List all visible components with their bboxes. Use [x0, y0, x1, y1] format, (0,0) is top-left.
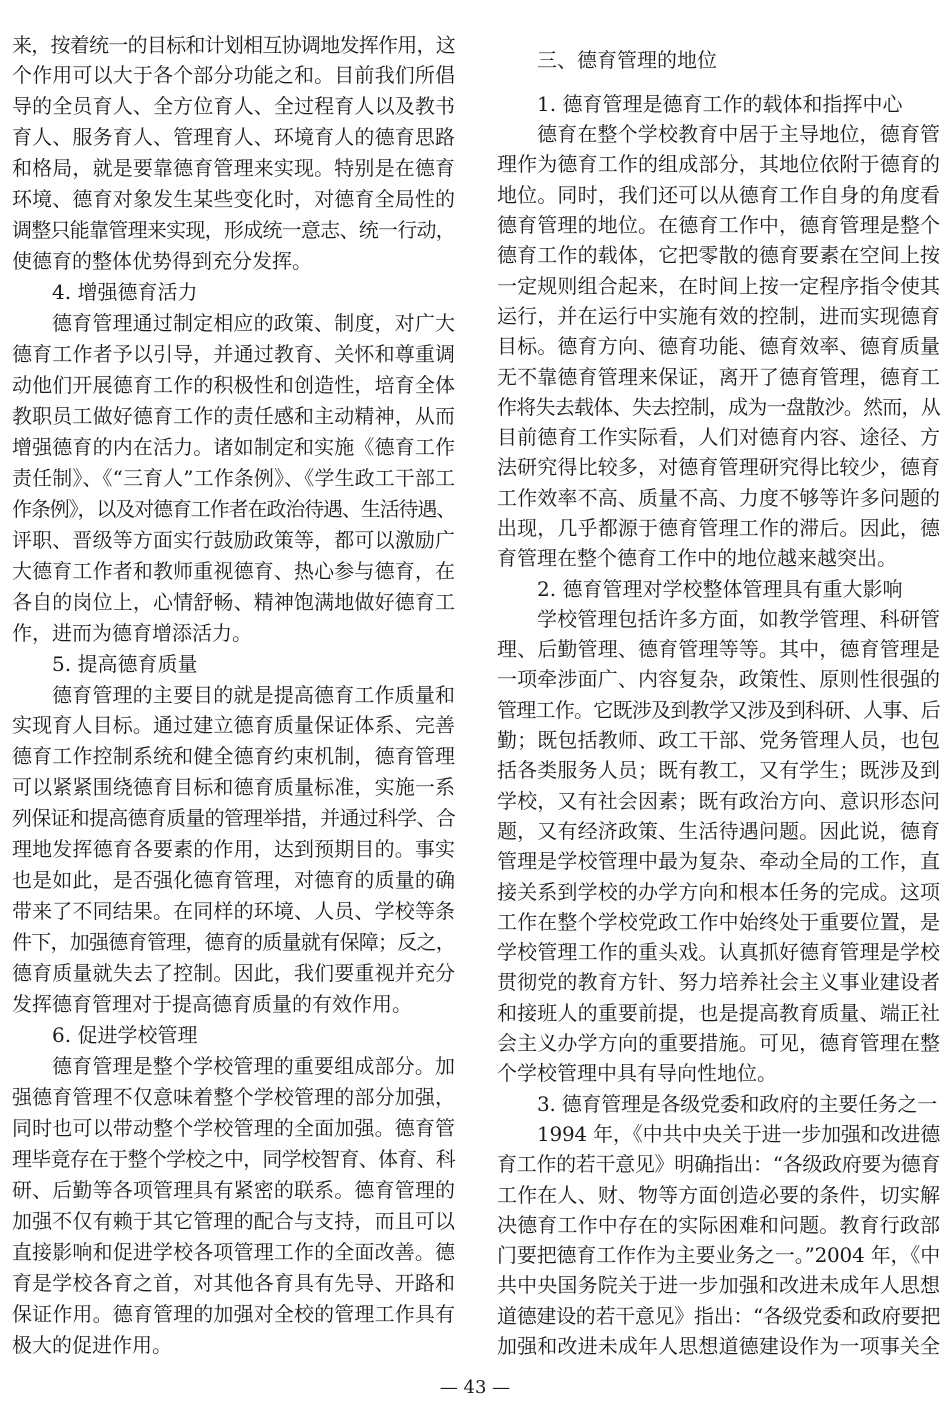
- text-line: 出现，几乎都源于德育管理工作的滞后。因此，德: [497, 516, 940, 540]
- text-line: 德育管理的地位。在德育工作中，德育管理是整个: [497, 213, 940, 238]
- paragraph: [12, 308, 455, 648]
- text-line: 育管理在整个德育工作中的地位越来越突出。: [497, 546, 897, 571]
- text-line: 德育管理的主要目的就是提高德育工作质量和: [52, 682, 455, 707]
- text-line: 调整只能靠管理来实现，形成统一意志、统一行动，: [12, 218, 455, 243]
- text-line: 个作用可以大于各个部分功能之和。目前我们所倡: [12, 63, 455, 88]
- text-line: 使德育的整体优势得到充分发挥。: [12, 249, 312, 274]
- text-line: 责任制》、《“三育人”工作条例》、《学生政工干部工: [12, 465, 455, 490]
- text-line: 带来了不同结果。在同样的环境、人员、学校等条: [12, 899, 455, 924]
- subsection-3: [497, 1089, 940, 1362]
- text-line: 增强德育的内在活力。诸如制定和实施《德育工作: [12, 434, 455, 459]
- text-line: 来，按着统一的目标和计划相互协调地发挥作用，这: [12, 32, 455, 57]
- text-line: 加强和改进未成年人思想道德建设作为一项事关全: [497, 1334, 940, 1359]
- section-heading: 2. 德育管理对学校整体管理具有重大影响: [537, 576, 903, 601]
- text-line: 共中央国务院关于进一步加强和改进未成年人思想: [497, 1273, 940, 1298]
- text-line: 理、后勤管理、德育管理等等。其中，德育管理是: [497, 637, 940, 662]
- section-6: [12, 1020, 455, 1360]
- text-line: 德育工作的载体，它把零散的德育要素在空间上按: [497, 243, 940, 268]
- section-heading: 1. 德育管理是德育工作的载体和指挥中心: [537, 91, 903, 116]
- text-line: 地位。同时，我们还可以从德育工作自身的角度看: [497, 182, 940, 207]
- text-line: 德育质量就失去了控制。因此，我们要重视并充分: [12, 961, 455, 986]
- right-column: [497, 45, 940, 1361]
- text-line: 极大的促进作用。: [12, 1332, 172, 1357]
- paragraph: [497, 1119, 940, 1361]
- text-line: 导的全员育人、全方位育人、全过程育人以及教书: [12, 94, 455, 119]
- text-line: 德育工作控制系统和健全德育约束机制，德育管理: [12, 744, 455, 769]
- text-line: 1994 年，《中共中央关于进一步加强和改进德: [537, 1121, 940, 1146]
- text-line: 育人、服务育人、管理育人、环境育人的德育思路: [12, 125, 455, 150]
- text-line: 目前德育工作实际看，人们对德育内容、途径、方: [497, 425, 940, 450]
- text-line: 评职、晋级等方面实行鼓励政策等，都可以激励广: [12, 527, 455, 552]
- text-line: 工作效率不高、质量不高、力度不够等许多问题的: [497, 485, 940, 510]
- text-line: 工作在人、财、物等方面创造必要的条件，切实解: [497, 1182, 940, 1207]
- text-line: 理毕竟存在于整个学校之中，同学校智育、体育、科: [12, 1146, 455, 1171]
- text-line: 个学校管理中具有导向性地位。: [497, 1061, 777, 1086]
- text-line: 运行，并在运行中实施有效的控制，进而实现德育: [497, 303, 940, 328]
- text-line: 环境、德育对象发生某些变化时，对德育全局性的: [12, 187, 455, 212]
- text-line: 动他们开展德育工作的积极性和创造性，培育全体: [12, 372, 455, 397]
- text-line: 管理是学校管理中最为复杂、牵动全局的工作，直: [497, 849, 940, 874]
- paragraph: [497, 119, 940, 573]
- paragraph: [12, 1051, 455, 1361]
- text-line: 和格局，就是要靠德育管理来实现。特别是在德育: [12, 156, 455, 181]
- text-line: 贯彻党的教育方针、努力培养社会主义事业建设者: [497, 970, 940, 995]
- section-heading: 4. 增强德育活力: [52, 280, 198, 305]
- text-line: 件下，加强德育管理，德育的质量就有保障；反之，: [12, 930, 455, 955]
- text-line: 管理工作。它既涉及到教学又涉及到科研、人事、后: [497, 697, 940, 722]
- text-line: 会主义办学方向的重要措施。可见，德育管理在整: [497, 1031, 940, 1056]
- text-line: 作，进而为德育增添活力。: [12, 620, 252, 645]
- text-line: 德育工作者予以引导，并通过教育、关怀和尊重调: [12, 342, 455, 367]
- text-line: 门要把德育工作作为主要业务之一。”2004 年，《中: [497, 1243, 940, 1268]
- section-heading: 5. 提高德育质量: [52, 651, 198, 676]
- text-line: 目标。德育方向、德育功能、德育效率、德育质量: [497, 334, 940, 359]
- text-line: 保证作用。德育管理的加强对全校的管理工作具有: [12, 1301, 455, 1326]
- text-line: 德育管理是整个学校管理的重要组成部分。加: [52, 1053, 455, 1078]
- text-line: 强德育管理不仅意味着整个学校管理的部分加强，: [12, 1084, 455, 1109]
- text-line: 德育在整个学校教育中居于主导地位，德育管: [537, 122, 940, 147]
- paragraph: [497, 604, 940, 1089]
- text-line: 法研究得比较多，对德育管理研究得比较少，德育: [497, 455, 940, 480]
- text-line: 列保证和提高德育质量的管理举措，并通过科学、合: [12, 806, 455, 831]
- text-line: 德育管理通过制定相应的政策、制度，对广大: [52, 311, 455, 336]
- text-line: 一项牵涉面广、内容复杂，政策性、原则性很强的: [497, 667, 940, 692]
- text-line: 发挥德育管理对于提高德育质量的有效作用。: [12, 992, 412, 1017]
- left-column: [12, 30, 455, 1361]
- text-line: 育是学校各育之首，对其他各育具有先导、开路和: [12, 1270, 455, 1295]
- page-number: — 43 —: [439, 1377, 511, 1398]
- text-line: 研、后勤等各项管理具有紧密的联系。德育管理的: [12, 1177, 455, 1202]
- text-line: 育工作的若干意见》明确指出：“各级政府要为德育: [497, 1152, 940, 1177]
- text-line: 勤；既包括教师、政工干部、党务管理人员，也包: [497, 728, 940, 753]
- text-line: 加强不仅有赖于其它管理的配合与支持，而且可以: [12, 1208, 455, 1233]
- chapter-section-title: 三、德育管理的地位: [537, 48, 717, 72]
- section-heading: 3. 德育管理是各级党委和政府的主要任务之一: [537, 1091, 937, 1116]
- text-line: 题，又有经济政策、生活待遇问题。因此说，德育: [497, 818, 940, 843]
- text-line: 和接班人的重要前提，也是提高教育质量、端正社: [497, 1000, 940, 1025]
- text-line: 理作为德育工作的组成部分，其地位依附于德育的: [497, 152, 940, 177]
- text-line: 学校管理包括许多方面，如教学管理、科研管: [537, 606, 940, 631]
- text-line: 作将失去载体、失去控制，成为一盘散沙。然而，从: [497, 394, 940, 419]
- text-line: 无不靠德育管理来保证，离开了德育管理，德育工: [497, 364, 940, 389]
- text-line: 教职员工做好德育工作的责任感和主动精神，从而: [12, 403, 455, 428]
- text-line: 同时也可以带动整个学校管理的全面加强。德育管: [12, 1115, 455, 1140]
- text-line: 也是如此，是否强化德育管理，对德育的质量的确: [12, 868, 455, 893]
- text-line: 大德育工作者和教师重视德育、热心参与德育，在: [12, 558, 455, 583]
- section-heading: 6. 促进学校管理: [52, 1023, 198, 1047]
- text-line: 理地发挥德育各要素的作用，达到预期目的。事实: [12, 837, 455, 862]
- paragraph: [12, 30, 455, 278]
- text-line: 可以紧紧围绕德育目标和德育质量标准，实施一系: [12, 775, 455, 800]
- paragraph: [12, 680, 455, 1020]
- text-line: 道德建设的若干意见》指出：“各级党委和政府要把: [497, 1303, 940, 1328]
- text-line: 接关系到学校的办学方向和根本任务的完成。这项: [497, 879, 940, 904]
- text-line: 作条例》，以及对德育工作者在政治待遇、生活待遇、: [12, 496, 455, 521]
- subsection-2: [497, 574, 940, 1089]
- text-line: 括各类服务人员；既有教工，又有学生；既涉及到: [497, 758, 940, 783]
- text-line: 直接影响和促进学校各项管理工作的全面改善。德: [12, 1239, 455, 1264]
- text-line: 一定规则组合起来，在时间上按一定程序指令使其: [497, 273, 940, 298]
- text-line: 学校管理工作的重头戏。认真抓好德育管理是学校: [497, 940, 940, 965]
- text-line: 实现育人目标。通过建立德育质量保证体系、完善: [12, 713, 455, 738]
- section-4: [12, 277, 455, 648]
- text-line: 各自的岗位上，心情舒畅、精神饱满地做好德育工: [12, 589, 455, 614]
- subsection-1: [497, 89, 940, 574]
- text-line: 学校，又有社会因素；既有政治方向、意识形态问: [497, 788, 940, 813]
- section-5: [12, 649, 455, 1020]
- text-line: 决德育工作中存在的实际困难和问题。教育行政部: [497, 1212, 940, 1237]
- text-line: 工作在整个学校党政工作中始终处于重要位置，是: [497, 909, 940, 934]
